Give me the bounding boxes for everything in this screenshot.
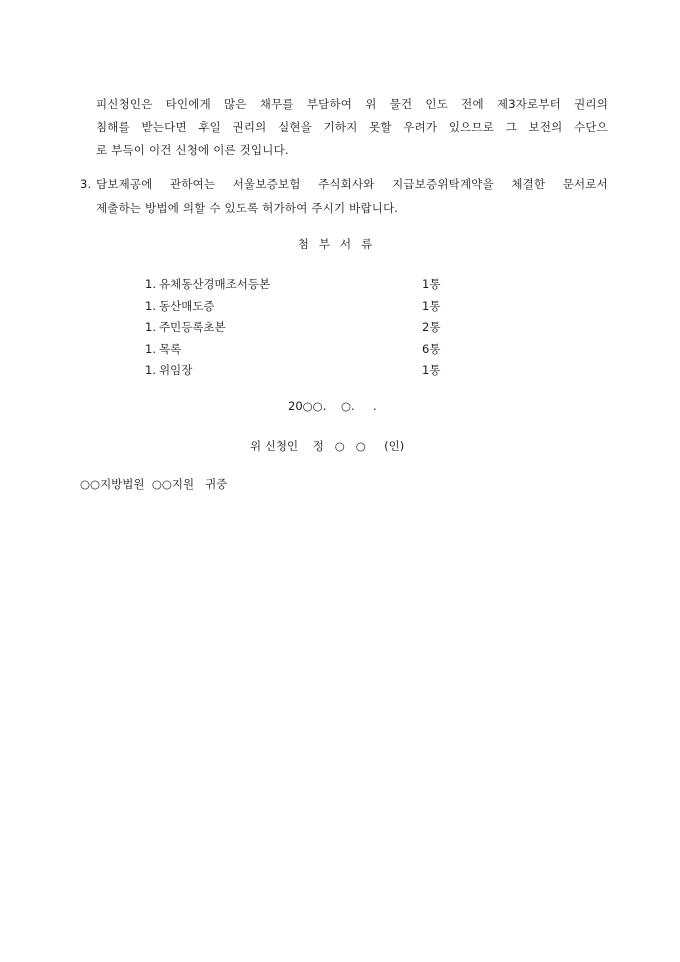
item-name: 위임장 (159, 363, 193, 377)
item-mark: 1. (145, 277, 156, 291)
list-item (145, 341, 445, 363)
list-item (145, 362, 445, 384)
court-addressee: ○○지방법원 ○○지원 귀중 (80, 477, 228, 491)
item-count: 1통 (422, 277, 441, 291)
item-name: 목록 (159, 341, 182, 356)
paragraph-line: 제출하는 방법에 의할 수 있도록 허가하여 주시기 바랍니다. (96, 201, 399, 215)
item-name: 동산매도증 (159, 298, 215, 313)
document-date: 20○○. ○. . (288, 399, 377, 413)
paragraph-line: 침해를 받는다면 후일 권리의 실현을 기하지 못할 우려가 있으므로 그 보전의 수단으 (96, 120, 608, 134)
item-count: 2통 (422, 320, 441, 334)
item-mark: 1. (145, 320, 156, 334)
item-count: 1통 (422, 363, 441, 377)
item-count: 1통 (422, 298, 441, 313)
applicant-signature: 위 신청인 정 ○ ○ (인) (250, 439, 405, 453)
list-item (145, 319, 445, 341)
list-item (145, 276, 445, 298)
attachments-heading: 첨부서류 (297, 237, 383, 251)
attachments-list (145, 276, 445, 384)
item-count: 6통 (422, 341, 441, 356)
paragraph-line: 로 부득이 이건 신청에 이른 것입니다. (96, 143, 289, 157)
paragraph-number: 3. (80, 177, 92, 191)
paragraph-line: 담보제공에 관하여는 서울보증보험 주식회사와 지급보증위탁계약을 체결한 문서로서 (96, 177, 608, 191)
item-mark: 1. (145, 298, 156, 313)
item-mark: 1. (145, 363, 156, 377)
list-item (145, 298, 445, 320)
item-name: 주민등록초본 (159, 320, 226, 334)
paragraph-line: 피신청인은 타인에게 많은 채무를 부담하여 위 물건 인도 전에 제3자로부터 권리의 (96, 97, 608, 111)
item-mark: 1. (145, 341, 156, 356)
item-name: 유체동산경매조서등본 (159, 277, 271, 291)
paragraph-reason (96, 96, 608, 165)
